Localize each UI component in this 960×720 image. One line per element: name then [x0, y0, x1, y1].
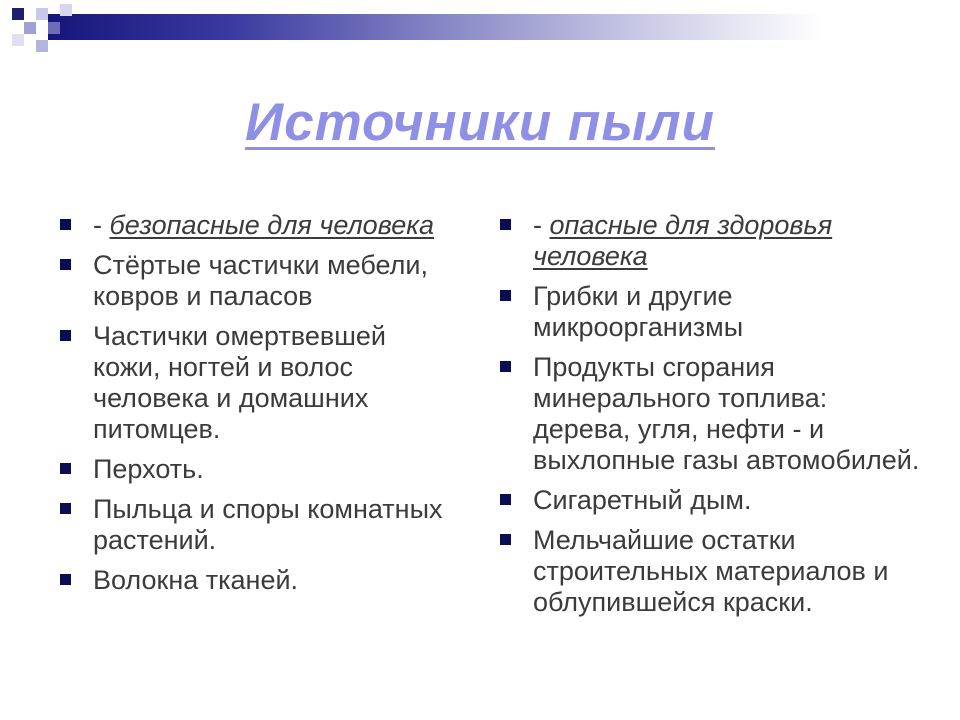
list-item — [60, 321, 450, 445]
square-bullet-icon — [500, 361, 511, 372]
list-item — [60, 454, 450, 485]
category-heading-dangerous: опасные для здоровья человека — [533, 210, 833, 271]
slide-title: Источники пыли — [245, 93, 715, 152]
square-bullet-icon — [500, 290, 511, 301]
dash-prefix: - — [533, 210, 550, 240]
list-item — [500, 485, 920, 516]
decorative-header-band — [0, 0, 960, 56]
decor-square — [36, 40, 48, 52]
decor-square — [12, 8, 24, 20]
decor-square — [36, 8, 48, 20]
square-bullet-icon — [60, 259, 71, 270]
square-bullet-icon — [500, 534, 511, 545]
list-item — [500, 352, 920, 476]
square-bullet-icon — [60, 574, 71, 585]
list-item — [500, 210, 920, 272]
list-item-text: Грибки и другие микроорганизмы — [533, 281, 744, 342]
square-bullet-icon — [60, 330, 71, 341]
dangerous-sources-list — [500, 210, 920, 627]
list-item-text: Частички омертвевшей кожи, ногтей и волос человека и домашних питомцев. — [93, 321, 386, 444]
list-item — [60, 210, 450, 241]
decor-square — [60, 4, 72, 16]
list-item-text: Мельчайшие остатки строительных материалов и облупившейся краски. — [533, 525, 889, 617]
list-item-text: Сигаретный дым. — [533, 485, 752, 515]
safe-sources-list — [60, 210, 450, 605]
list-item-text: Волокна тканей. — [93, 565, 299, 595]
list-item — [500, 525, 920, 618]
square-bullet-icon — [500, 494, 511, 505]
list-item — [500, 281, 920, 343]
decor-square — [24, 22, 36, 34]
list-item-text: Перхоть. — [93, 454, 204, 484]
decor-square — [48, 22, 60, 34]
category-heading-safe: безопасные для человека — [109, 210, 434, 240]
square-bullet-icon — [60, 219, 71, 230]
square-bullet-icon — [60, 503, 71, 514]
list-item-text: Стёртые частички мебели, ковров и паласов — [93, 250, 428, 311]
list-item — [60, 494, 450, 556]
list-item — [60, 565, 450, 596]
list-item-text: Пыльца и споры комнатных растений. — [93, 494, 443, 555]
list-item-text: Продукты сгорания минерального топлива: дерева, угля, нефти - и выхлопные газы автомобилей. — [533, 352, 920, 475]
gradient-bar — [48, 14, 960, 40]
list-item — [60, 250, 450, 312]
decor-square — [12, 34, 24, 46]
square-bullet-icon — [500, 219, 511, 230]
dash-prefix: - — [93, 210, 110, 240]
square-bullet-icon — [60, 463, 71, 474]
